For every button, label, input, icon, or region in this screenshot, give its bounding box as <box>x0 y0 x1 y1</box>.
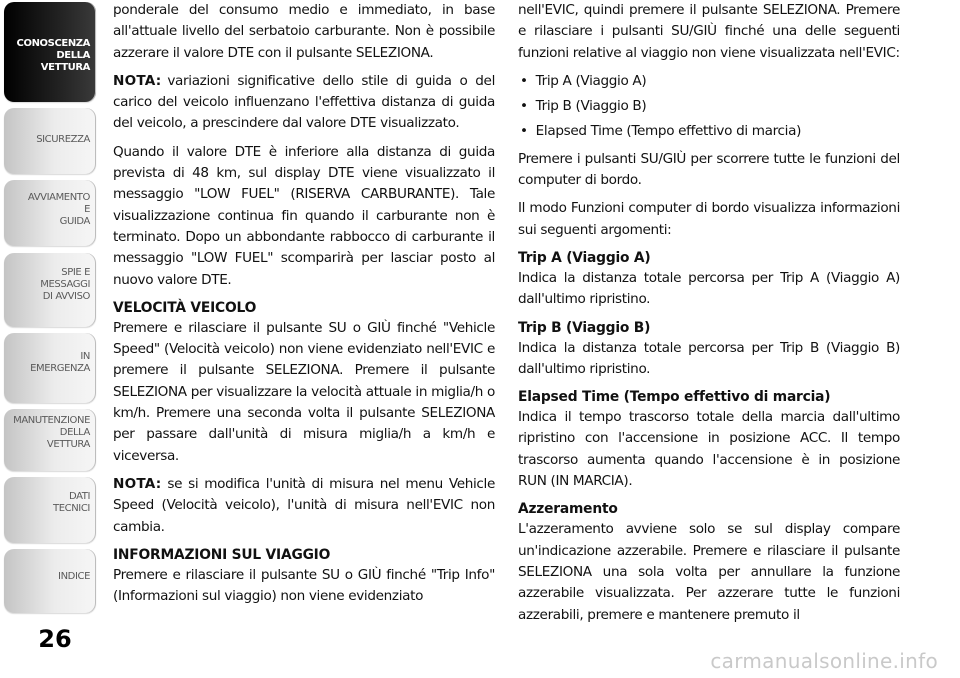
tab-avviamento-e-guida[interactable] <box>4 180 96 246</box>
paragraph: Premere e rilasciare il pulsante SU o GIÙ finché "Vehicle Speed" (Velocità veicolo) non viene evidenziato nell'EVIC e premere il pulsante SELEZIONA. Premere il pulsante SELEZIONA per visualizzare la velocità attuale in miglia/h o km/h. Premere una seconda volta il pulsante SELEZIONA per passare dall'unità di misura miglia/h a km/h e viceversa. <box>113 319 495 464</box>
tab-spie-e-messaggi[interactable] <box>4 253 96 327</box>
note <box>113 474 495 538</box>
bullet-icon: • <box>520 98 528 115</box>
paragraph: L'azzeramento avviene solo se sul display compare un'indicazione azzerabile. Premere e rilasciare il pulsante SELEZIONA una sola volta per annullare la funzione azzerabile visualizzata. Per azzerare tutte le funzioni azzerabili, premere e mantenere premuto il <box>518 521 900 623</box>
tab-label: SPIE E MESSAGGI DI AVVISO <box>40 267 90 302</box>
watermark: carmanualsonline.info <box>710 649 938 673</box>
paragraph: Quando il valore DTE è inferiore alla distanza di guida prevista di 48 km, sul display DTE viene visualizzato il messaggio "LOW FUEL" (RISERVA CARBURANTE). Tale visualizzazione continua fin quando il carburante non è terminato. Dopo un abbondante rabbocco di carburante il messaggio "LOW FUEL" scomparirà per lasciar posto al nuovo valore DTE. <box>113 143 495 288</box>
subheading: Elapsed Time (Tempo effettivo di marcia) <box>518 389 831 406</box>
bullet-list <box>518 71 900 143</box>
subheading: Trip B (Viaggio B) <box>518 319 651 336</box>
list-item <box>518 71 900 92</box>
right-column <box>518 0 900 633</box>
list-item <box>518 121 900 142</box>
note <box>113 71 495 135</box>
tab-label: IN EMERGENZA <box>30 351 90 374</box>
tab-sicurezza[interactable] <box>4 108 96 174</box>
paragraph: Indica la distanza totale percorsa per Trip B (Viaggio B) dall'ultimo ripristino. <box>518 339 900 377</box>
tab-label: DATI TECNICI <box>53 491 90 514</box>
note-label: NOTA: <box>113 475 162 492</box>
list-item-text: Elapsed Time (Tempo effettivo di marcia) <box>535 123 802 140</box>
section-heading: INFORMAZIONI SUL VIAGGIO <box>113 546 331 563</box>
subheading: Azzeramento <box>518 501 618 518</box>
tab-in-emergenza[interactable] <box>4 333 96 403</box>
tab-dati-tecnici[interactable] <box>4 477 96 543</box>
note-text: se si modifica l'unità di misura nel menu Vehicle Speed (Velocità veicolo), l'unità di misura nell'EVIC non cambia. <box>113 475 495 535</box>
tab-indice[interactable] <box>4 549 96 613</box>
subheading: Trip A (Viaggio A) <box>518 249 651 266</box>
bullet-icon: • <box>520 123 528 140</box>
list-item-text: Trip B (Viaggio B) <box>535 98 647 115</box>
bullet-icon: • <box>520 72 528 89</box>
page-number: 26 <box>38 625 72 653</box>
tab-label: INDICE <box>58 571 90 582</box>
paragraph: Premere i pulsanti SU/GIÙ per scorrere tutte le funzioni del computer di bordo. <box>518 150 900 189</box>
tab-label: AVVIAMENTO E GUIDA <box>27 192 90 227</box>
section-sidebar <box>0 0 100 678</box>
paragraph: nell'EVIC, quindi premere il pulsante SELEZIONA. Premere e rilasciare i pulsanti SU/GIÙ finché una delle seguenti funzioni relative al viaggio non viene visualizzata nell'EVIC: <box>518 2 900 61</box>
tab-manutenzione-della-vettura[interactable] <box>4 409 96 471</box>
paragraph: Indica la distanza totale percorsa per Trip A (Viaggio A) dall'ultimo ripristino. <box>518 269 900 308</box>
left-column <box>113 0 495 614</box>
paragraph: Il modo Funzioni computer di bordo visualizza informazioni sui seguenti argomenti: <box>518 200 900 238</box>
paragraph: Premere e rilasciare il pulsante SU o GIÙ finché "Trip Info" (Informazioni sul viaggio) non viene evidenziato <box>113 566 495 605</box>
list-item <box>518 96 900 117</box>
paragraph: Indica il tempo trascorso totale della marcia dall'ultimo ripristino con l'accensione in posizione ACC. Il tempo trascorso aumenta quando l'accensione è in posizione RUN (IN MARCIA). <box>518 409 900 490</box>
list-item-text: Trip A (Viaggio A) <box>535 72 647 89</box>
tab-label: SICUREZZA <box>36 134 90 145</box>
note-text: variazioni significative dello stile di guida o del carico del veicolo influenzano l'effettiva distanza di guida del veicolo, a prescindere dal valore DTE visualizzato. <box>113 72 495 132</box>
tab-label: CONOSCENZA DELLA VETTURA <box>16 38 90 73</box>
paragraph: ponderale del consumo medio e immediato, in base all'attuale livello del serbatoio carburante. Non è possibile azzerare il valore DTE con il pulsante SELEZIONA. <box>113 2 495 61</box>
note-label: NOTA: <box>113 72 162 89</box>
section-heading: VELOCITÀ VEICOLO <box>113 299 257 316</box>
tab-conoscenza-della-vettura[interactable] <box>4 2 96 102</box>
tab-label: MANUTENZIONE DELLA VETTURA <box>13 415 90 450</box>
